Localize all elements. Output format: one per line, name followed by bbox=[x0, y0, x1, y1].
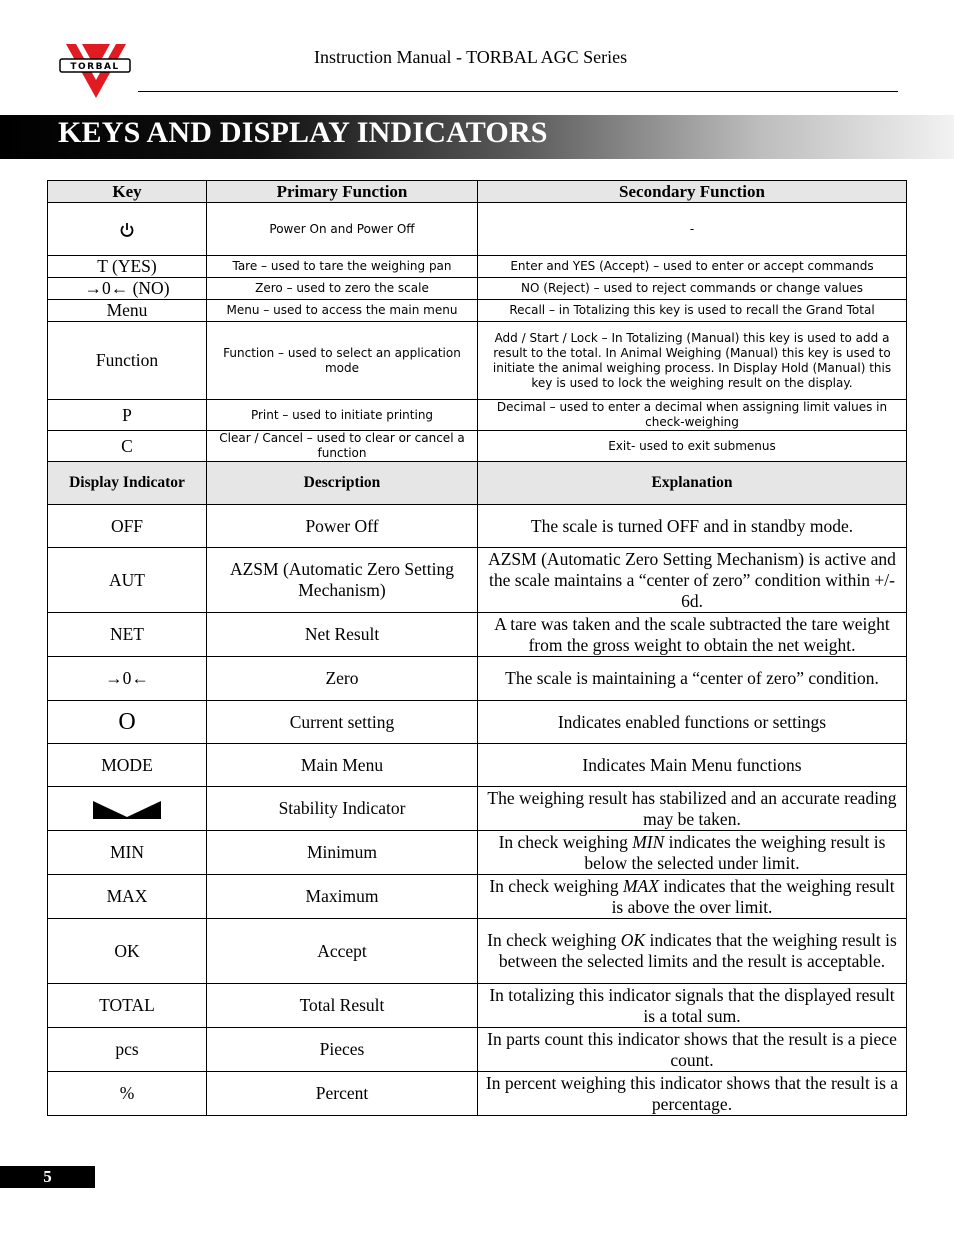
primary-function: Function – used to select an application mode bbox=[207, 322, 478, 400]
primary-function: Power On and Power Off bbox=[207, 203, 478, 256]
indicator-description: Power Off bbox=[207, 505, 478, 548]
column-header-key: Key bbox=[48, 181, 207, 203]
table-row bbox=[48, 613, 907, 657]
primary-function: Tare – used to tare the weighing pan bbox=[207, 256, 478, 278]
table-row bbox=[48, 657, 907, 701]
indicator-description: Net Result bbox=[207, 613, 478, 657]
indicator-description: Zero bbox=[207, 657, 478, 701]
table-row bbox=[48, 701, 907, 744]
indicator-label: MIN bbox=[48, 831, 207, 875]
table-row bbox=[48, 1072, 907, 1116]
keys-and-indicators-table bbox=[47, 180, 907, 1116]
indicator-label: OK bbox=[48, 919, 207, 984]
table-row bbox=[48, 322, 907, 400]
indicator-label: AUT bbox=[48, 548, 207, 613]
page-number: 5 bbox=[0, 1166, 95, 1188]
indicator-description: Minimum bbox=[207, 831, 478, 875]
key-label: P bbox=[48, 400, 207, 431]
column-header-indicator: Display Indicator bbox=[48, 462, 207, 505]
indicator-explanation: The weighing result has stabilized and an accurate reading may be taken. bbox=[478, 787, 907, 831]
primary-function: Print – used to initiate printing bbox=[207, 400, 478, 431]
svg-text:TORBAL: TORBAL bbox=[70, 62, 120, 72]
indicator-description: AZSM (Automatic Zero Setting Mechanism) bbox=[207, 548, 478, 613]
table-row bbox=[48, 203, 907, 256]
indicator-description: Main Menu bbox=[207, 744, 478, 787]
table-row bbox=[48, 505, 907, 548]
table-row bbox=[48, 744, 907, 787]
keys-header-row bbox=[48, 181, 907, 203]
indicator-description: Stability Indicator bbox=[207, 787, 478, 831]
primary-function: Menu – used to access the main menu bbox=[207, 300, 478, 322]
indicator-description: Total Result bbox=[207, 984, 478, 1028]
indicator-explanation: In totalizing this indicator signals that the displayed result is a total sum. bbox=[478, 984, 907, 1028]
indicator-explanation bbox=[478, 875, 907, 919]
indicator-description: Current setting bbox=[207, 701, 478, 744]
indicator-label: % bbox=[48, 1072, 207, 1116]
column-header-primary: Primary Function bbox=[207, 181, 478, 203]
key-label: C bbox=[48, 431, 207, 462]
column-header-description: Description bbox=[207, 462, 478, 505]
primary-function: Clear / Cancel – used to clear or cancel a function bbox=[207, 431, 478, 462]
indicator-label: MODE bbox=[48, 744, 207, 787]
explanation-text: indicates the weighing result is below the selected under limit. bbox=[584, 831, 886, 873]
table-row bbox=[48, 787, 907, 831]
key-label: T (YES) bbox=[48, 256, 207, 278]
primary-function: Zero – used to zero the scale bbox=[207, 278, 478, 300]
table-row bbox=[48, 875, 907, 919]
table-row bbox=[48, 400, 907, 431]
table-row bbox=[48, 300, 907, 322]
indicator-explanation: AZSM (Automatic Zero Setting Mechanism) is active and the scale maintains a “center of zero” condition within +/- 6d. bbox=[478, 548, 907, 613]
indicator-explanation: A tare was taken and the scale subtracted the tare weight from the gross weight to obtain the net weight. bbox=[478, 613, 907, 657]
indicator-label: →0← bbox=[48, 657, 207, 701]
key-cell-power bbox=[48, 203, 207, 256]
explanation-emphasis: MAX bbox=[622, 875, 659, 896]
explanation-emphasis: OK bbox=[620, 930, 646, 950]
indicator-label: pcs bbox=[48, 1028, 207, 1072]
column-header-explanation: Explanation bbox=[478, 462, 907, 505]
indicator-explanation: The scale is maintaining a “center of zero” condition. bbox=[478, 657, 907, 701]
indicator-label: OFF bbox=[48, 505, 207, 548]
explanation-text: indicates that the weighing result is above the over limit. bbox=[611, 875, 895, 917]
indicator-label: TOTAL bbox=[48, 984, 207, 1028]
table-row bbox=[48, 256, 907, 278]
indicator-description: Percent bbox=[207, 1072, 478, 1116]
indicator-explanation: The scale is turned OFF and in standby mode. bbox=[478, 505, 907, 548]
secondary-function: Add / Start / Lock – In Totalizing (Manual) this key is used to add a result to the total. In Animal Weighing (Manual) this key is used to initiate the animal weighing process. In Display Hold (Manual) this key is used to lock the weighing result on the display. bbox=[478, 322, 907, 400]
indicator-stability-cell bbox=[48, 787, 207, 831]
indicators-header-row bbox=[48, 462, 907, 505]
indicator-explanation: In parts count this indicator shows that the result is a piece count. bbox=[478, 1028, 907, 1072]
explanation-text: In check weighing bbox=[498, 831, 633, 852]
table-row bbox=[48, 1028, 907, 1072]
table-row bbox=[48, 831, 907, 875]
section-title: KEYS AND DISPLAY INDICATORS bbox=[58, 116, 548, 149]
secondary-function: NO (Reject) – used to reject commands or change values bbox=[478, 278, 907, 300]
table-row bbox=[48, 919, 907, 984]
secondary-function: Enter and YES (Accept) – used to enter or accept commands bbox=[478, 256, 907, 278]
table-row bbox=[48, 984, 907, 1028]
indicator-label: O bbox=[48, 701, 207, 744]
stability-icon bbox=[93, 799, 161, 819]
table-row bbox=[48, 548, 907, 613]
indicator-description: Accept bbox=[207, 919, 478, 984]
secondary-function: - bbox=[478, 203, 907, 256]
secondary-function: Exit- used to exit submenus bbox=[478, 431, 907, 462]
indicator-description: Maximum bbox=[207, 875, 478, 919]
table-row bbox=[48, 278, 907, 300]
table-row bbox=[48, 431, 907, 462]
explanation-emphasis: MIN bbox=[632, 831, 665, 852]
key-label: Function bbox=[48, 322, 207, 400]
secondary-function: Recall – in Totalizing this key is used to recall the Grand Total bbox=[478, 300, 907, 322]
explanation-text: In check weighing bbox=[487, 930, 621, 950]
indicator-explanation bbox=[478, 831, 907, 875]
header-divider bbox=[138, 91, 898, 92]
explanation-text: indicates that the weighing result is between the selected limits and the result is acceptable. bbox=[498, 930, 897, 971]
indicator-explanation: In percent weighing this indicator shows that the result is a percentage. bbox=[478, 1072, 907, 1116]
secondary-function: Decimal – used to enter a decimal when assigning limit values in check-weighing bbox=[478, 400, 907, 431]
key-label: Menu bbox=[48, 300, 207, 322]
column-header-secondary: Secondary Function bbox=[478, 181, 907, 203]
manual-title: Instruction Manual - TORBAL AGC Series bbox=[314, 47, 628, 67]
indicator-label: NET bbox=[48, 613, 207, 657]
indicator-description: Pieces bbox=[207, 1028, 478, 1072]
torbal-logo bbox=[58, 42, 132, 100]
indicator-explanation: Indicates enabled functions or settings bbox=[478, 701, 907, 744]
key-label: →0← (NO) bbox=[48, 278, 207, 300]
indicator-explanation: Indicates Main Menu functions bbox=[478, 744, 907, 787]
explanation-text: In check weighing bbox=[489, 875, 623, 896]
power-icon bbox=[119, 222, 135, 238]
indicator-explanation bbox=[478, 919, 907, 984]
indicator-label: MAX bbox=[48, 875, 207, 919]
